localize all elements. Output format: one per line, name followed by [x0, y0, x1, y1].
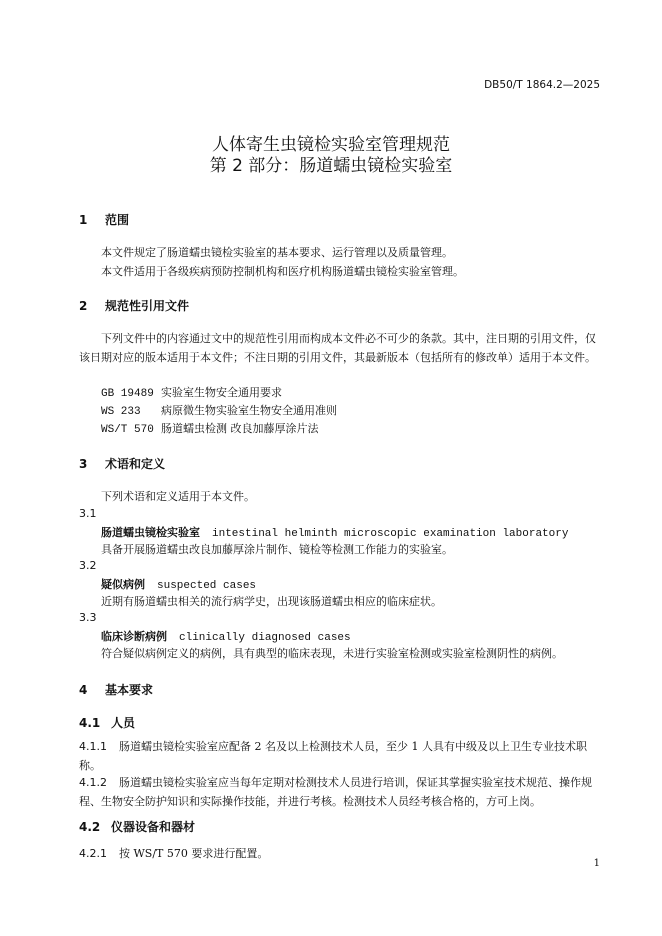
- term-definition: 近期有肠道蠕虫相关的流行病学史，出现该肠道蠕虫相应的临床症状。: [101, 595, 442, 608]
- reference-item: [101, 402, 337, 418]
- clause-number: 4.1.1: [79, 740, 107, 753]
- section-title: 术语和定义: [105, 457, 166, 471]
- term-definition: 符合疑似病例定义的病例，具有典型的临床表现，未进行实验室检测或实验室检测阴性的病例。: [101, 647, 563, 660]
- title-line-2: 第 2 部分：肠道蠕虫镜检实验室: [209, 156, 453, 176]
- section-1-heading: [79, 211, 129, 228]
- reference-item: [101, 384, 282, 400]
- page-number: 1: [593, 858, 600, 869]
- term-number: 3.1: [79, 507, 97, 520]
- clause-text: 按 WS/T 570 要求进行配置。: [119, 847, 269, 860]
- section-number: 3: [79, 457, 88, 471]
- section-4-heading: [79, 681, 153, 698]
- section-1-paragraph-2: 本文件适用于各级疾病预防控制机构和医疗机构肠道蠕虫镜检实验室管理。: [101, 265, 464, 278]
- clause-number: 4.1.2: [79, 776, 107, 789]
- section-title: 规范性引用文件: [105, 299, 190, 313]
- clause-text: 肠道蠕虫镜检实验室应当每年定期对检测技术人员进行培训，保证其掌握实验室技术规范、操作规程、生物安全防护知识和实际操作技能，并进行考核。检测技术人员经考核合格的，方可上岗。: [79, 776, 592, 808]
- section-3-heading: [79, 455, 165, 472]
- term-english: intestinal helminth microscopic examination laboratory: [212, 528, 569, 540]
- reference-title: 肠道蠕虫检测 改良加藤厚涂片法: [161, 422, 319, 435]
- subsection-title: 人员: [111, 716, 136, 730]
- section-number: 2: [79, 299, 88, 313]
- section-3-intro: 下列术语和定义适用于本文件。: [101, 490, 255, 503]
- section-title: 范围: [105, 213, 130, 227]
- subsection-4-1-heading: [79, 714, 135, 731]
- reference-code: GB 19489: [101, 388, 154, 400]
- term-definition: 具备开展肠道蠕虫改良加藤厚涂片制作、镜检等检测工作能力的实验室。: [101, 543, 453, 556]
- title-line-1: 人体寄生虫镜检实验室管理规范: [212, 135, 450, 155]
- reference-title: 病原微生物实验室生物安全通用准则: [161, 404, 337, 417]
- subsection-number: 4.1: [79, 716, 101, 730]
- term-english: clinically diagnosed cases: [179, 632, 351, 644]
- clause-4-1-1: [79, 737, 602, 775]
- term-chinese: 疑似病例: [101, 578, 145, 591]
- document-code: DB50/T 1864.2—2025: [484, 79, 600, 91]
- term-chinese: 临床诊断病例: [101, 630, 167, 643]
- reference-code: WS/T 570: [101, 424, 154, 436]
- term-heading: [101, 576, 256, 592]
- term-number: 3.3: [79, 611, 97, 624]
- term-heading: [101, 524, 568, 540]
- clause-number: 4.2.1: [79, 847, 107, 860]
- section-2-heading: [79, 297, 189, 314]
- clause-4-1-2: [79, 773, 602, 811]
- reference-code: WS 233: [101, 406, 141, 418]
- term-number: 3.2: [79, 559, 97, 572]
- term-heading: [101, 628, 351, 644]
- section-2-paragraph: 下列文件中的内容通过文中的规范性引用而构成本文件必不可少的条款。其中，注日期的引用文件，仅该日期对应的版本适用于本文件；不注日期的引用文件，其最新版本（包括所有的修改单）适用于本文件。: [79, 332, 596, 364]
- reference-item: [101, 420, 319, 436]
- subsection-title: 仪器设备和器材: [111, 820, 196, 834]
- clause-text: 肠道蠕虫镜检实验室应配备 2 名及以上检测技术人员，至少 1 人具有中级及以上卫生专业技术职称。: [79, 740, 587, 772]
- reference-title: 实验室生物安全通用要求: [161, 386, 282, 399]
- section-number: 4: [79, 683, 88, 697]
- section-number: 1: [79, 213, 88, 227]
- term-chinese: 肠道蠕虫镜检实验室: [101, 526, 200, 539]
- section-1-paragraph-1: 本文件规定了肠道蠕虫镜检实验室的基本要求、运行管理以及质量管理。: [101, 246, 453, 259]
- subsection-number: 4.2: [79, 820, 101, 834]
- term-english: suspected cases: [157, 580, 257, 592]
- subsection-4-2-heading: [79, 818, 195, 835]
- section-title: 基本要求: [105, 683, 154, 697]
